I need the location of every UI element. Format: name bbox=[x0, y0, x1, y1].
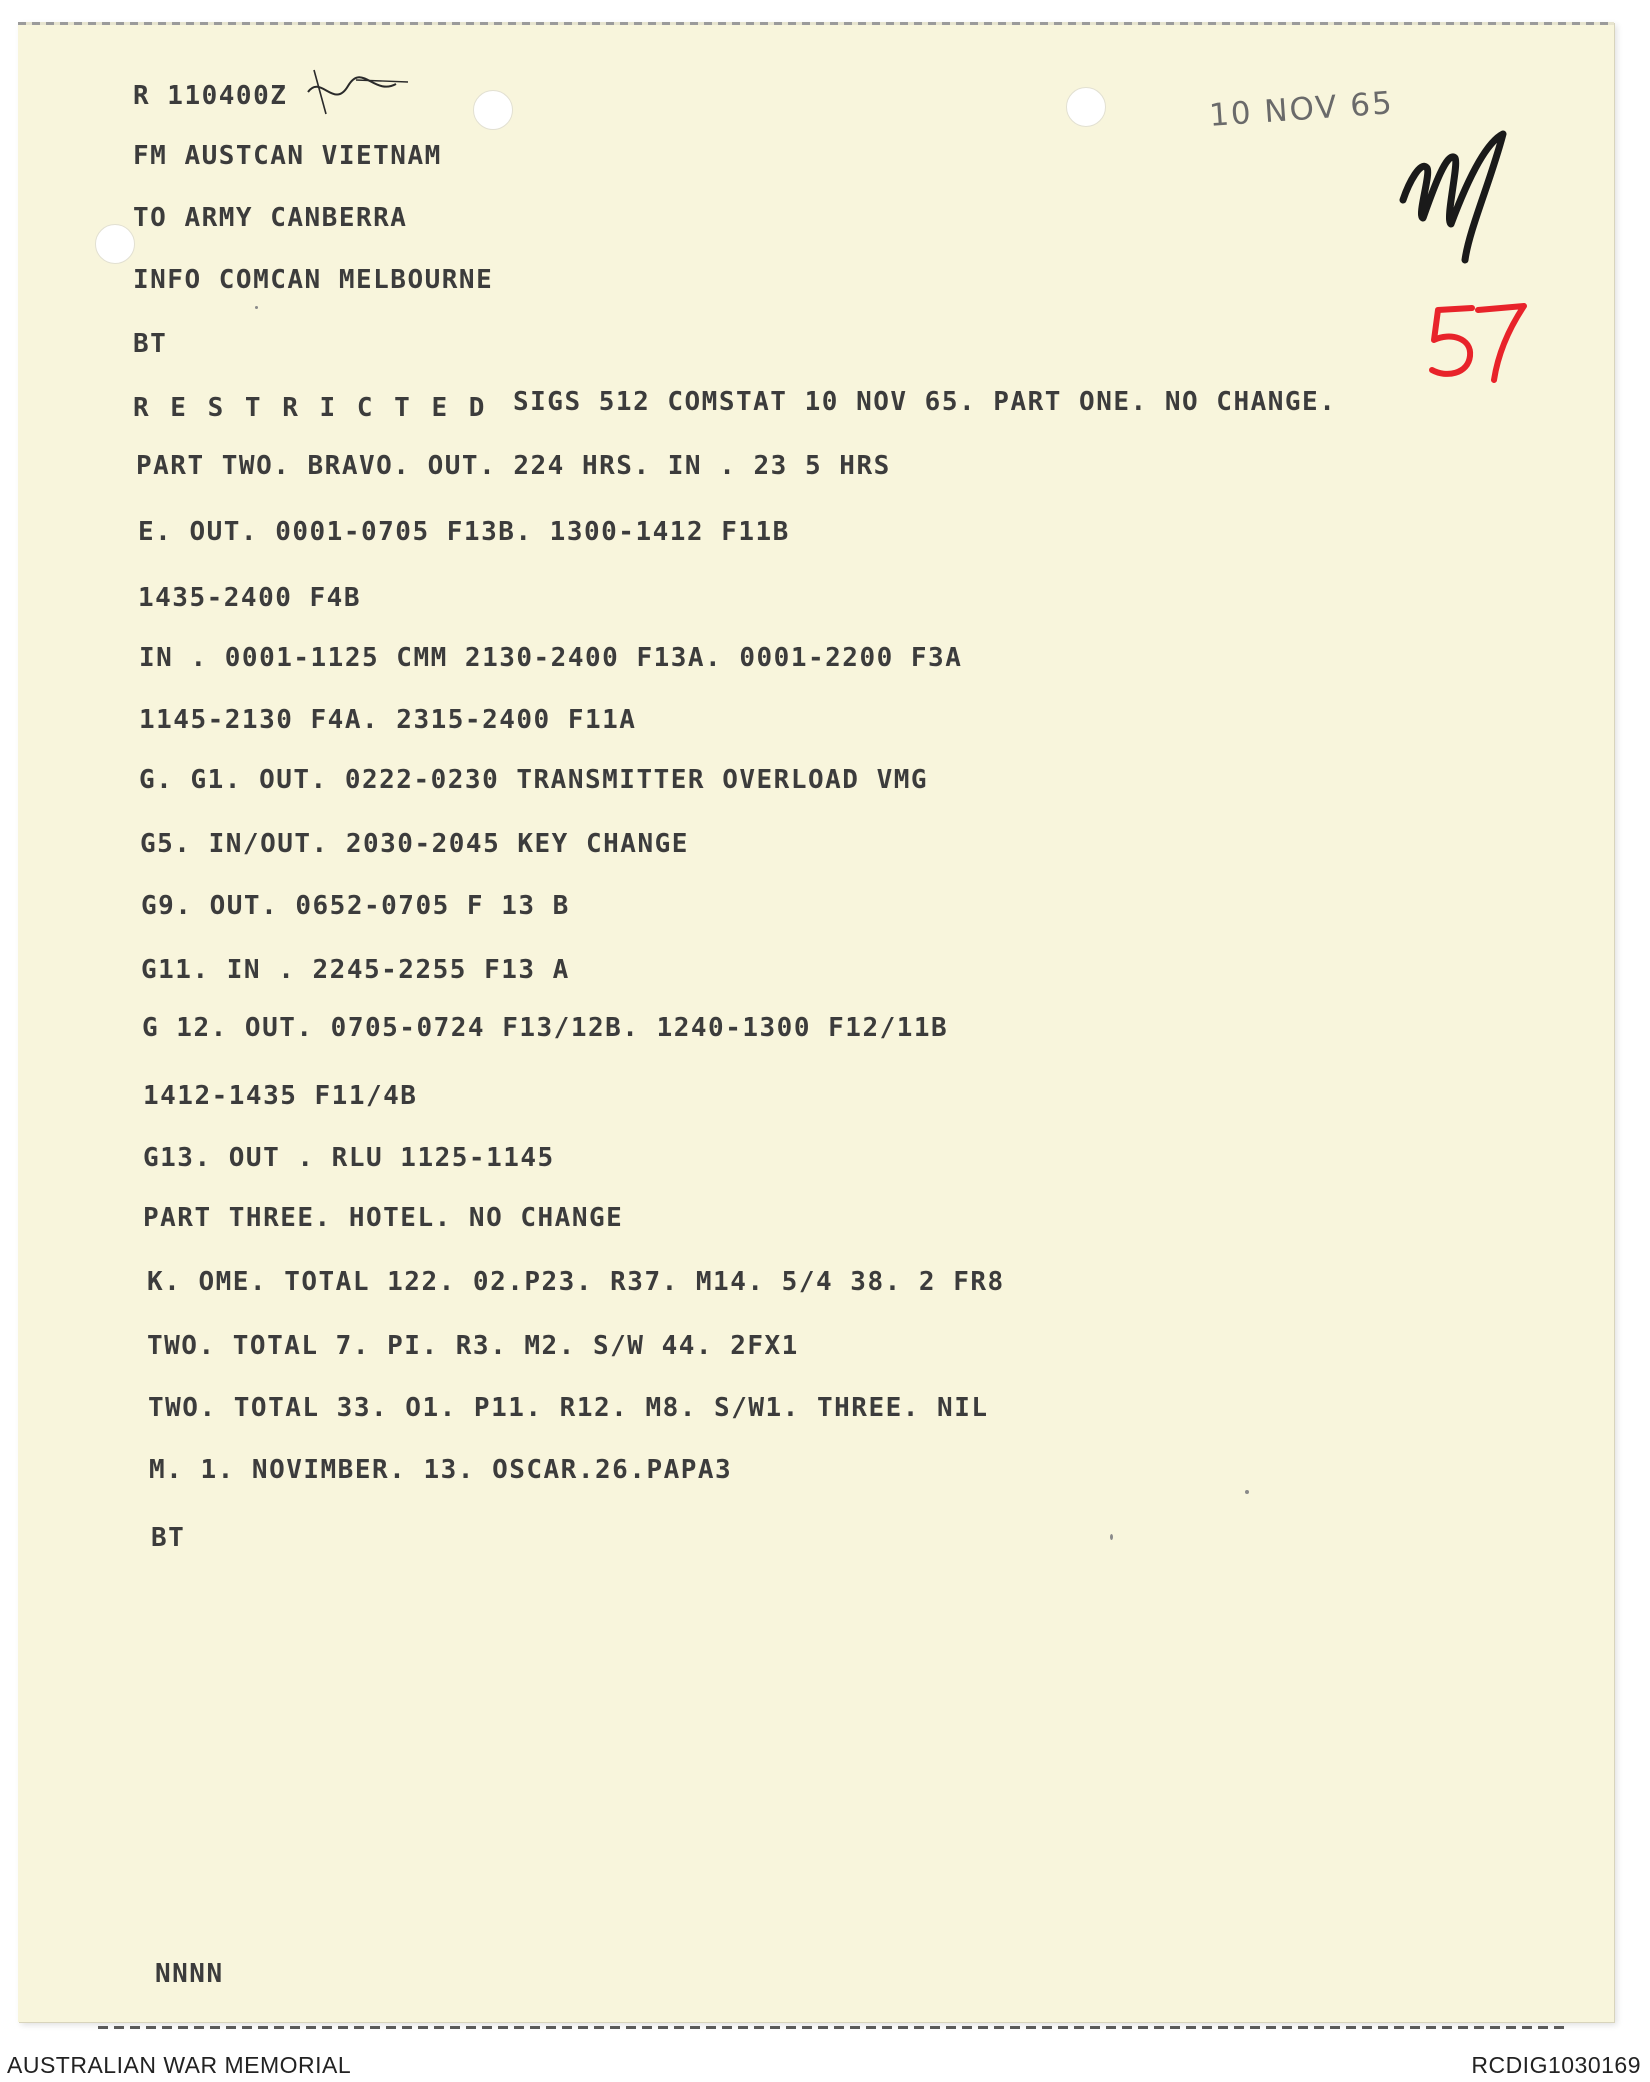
end-of-message-marker: NNNN bbox=[155, 1959, 224, 1989]
message-line: PART THREE. HOTEL. NO CHANGE bbox=[143, 1203, 624, 1233]
routing-line: R 110400Z bbox=[133, 81, 288, 111]
message-line: G11. IN . 2245-2255 F13 A bbox=[141, 955, 570, 985]
pencil-m-mark bbox=[1395, 120, 1515, 270]
break-marker-close: BT bbox=[151, 1523, 186, 1553]
message-line: G13. OUT . RLU 1125-1145 bbox=[143, 1143, 555, 1173]
pen-scribble bbox=[296, 62, 426, 122]
torn-bottom-edge bbox=[98, 2026, 1568, 2029]
footer-reference: RCDIG1030169 bbox=[1471, 2052, 1641, 2078]
message-line: TWO. TOTAL 7. PI. R3. M2. S/W 44. 2FX1 bbox=[147, 1331, 799, 1361]
info-line: INFO COMCAN MELBOURNE bbox=[133, 265, 494, 295]
message-line: G 12. OUT. 0705-0724 F13/12B. 1240-1300 F12/11B bbox=[142, 1013, 949, 1043]
message-line: G5. IN/OUT. 2030-2045 KEY CHANGE bbox=[140, 829, 689, 859]
punch-hole-top-right bbox=[1066, 87, 1106, 127]
red-folio-number bbox=[1420, 296, 1530, 386]
paper-speck bbox=[255, 306, 258, 309]
classification-label: R E S T R I C T E D bbox=[133, 393, 488, 423]
to-line: TO ARMY CANBERRA bbox=[133, 203, 408, 233]
perforated-top-edge bbox=[18, 22, 1614, 25]
paper-speck bbox=[1245, 1490, 1249, 1494]
punch-hole-left bbox=[95, 224, 135, 264]
break-marker-open: BT bbox=[133, 329, 168, 359]
message-line-comstat: SIGS 512 COMSTAT 10 NOV 65. PART ONE. NO CHANGE. bbox=[513, 387, 1337, 417]
message-line: 1412-1435 F11/4B bbox=[143, 1081, 418, 1111]
handwritten-date: 10 NOV 65 bbox=[1208, 85, 1395, 134]
footer-institution: AUSTRALIAN WAR MEMORIAL bbox=[7, 2052, 352, 2078]
from-line: FM AUSTCAN VIETNAM bbox=[133, 141, 442, 171]
message-line: K. OME. TOTAL 122. 02.P23. R37. M14. 5/4 38. 2 FR8 bbox=[147, 1267, 1005, 1297]
punch-hole-top-left bbox=[473, 90, 513, 130]
message-line: IN . 0001-1125 CMM 2130-2400 F13A. 0001-2200 F3A bbox=[139, 643, 963, 673]
message-line: E. OUT. 0001-0705 F13B. 1300-1412 F11B bbox=[138, 517, 790, 547]
message-line: 1435-2400 F4B bbox=[138, 583, 361, 613]
message-line: G9. OUT. 0652-0705 F 13 B bbox=[141, 891, 570, 921]
message-line: PART TWO. BRAVO. OUT. 224 HRS. IN . 23 5 HRS bbox=[136, 451, 891, 481]
message-line: G. G1. OUT. 0222-0230 TRANSMITTER OVERLOAD VMG bbox=[139, 765, 929, 795]
message-line: TWO. TOTAL 33. O1. P11. R12. M8. S/W1. THREE. NIL bbox=[148, 1393, 989, 1423]
message-line: M. 1. NOVIMBER. 13. OSCAR.26.PAPA3 bbox=[149, 1455, 733, 1485]
message-line: 1145-2130 F4A. 2315-2400 F11A bbox=[139, 705, 637, 735]
paper-speck bbox=[1110, 1534, 1113, 1540]
